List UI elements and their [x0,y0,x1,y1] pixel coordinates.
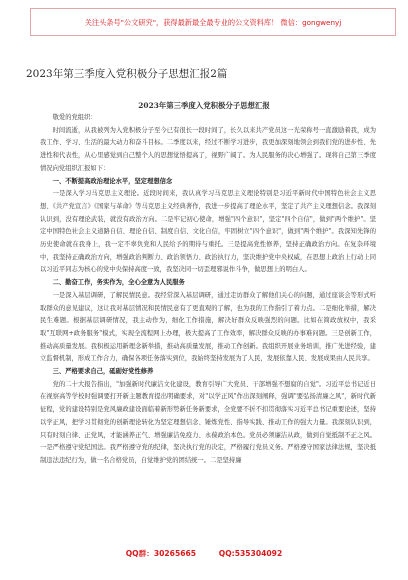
paragraph: 一是深入基层调研，了解民情民意。我经常深入基层调研，通过走访群众了解他们关心的问题，通过座谈会等形式听取群众的意见建议，这让我对基层情况和民情民意有了更直观的了解，也为我的工作指引了着力点。二是细化举措，解决民生难题。根据基层调研情况，我主动作为，细化工作措施，解决好群众反映强烈的问题。比如在简政放权中，我采取"互联网+政务服务"模式，实现全流程网上办理，极大提高了工作效率，解决群众反映的办事难问题。三是创新工作，推动高质量发展。我积极运用新理念新举措，推动高质量发展，推动工作创新。我组织开展业务培训，推广先进经验，建立监督机制，形成工作合力，确保各项任务落实到位，我始终坚持发展为了人民，发展依靠人民、发展成果由人民共享。 [40,291,376,363]
footer-contact [0,548,408,559]
promo-banner [30,8,396,36]
paragraph: 时间流逝，从我被列为入党积极分子至今已有很长一段时间了，长久以来共产党员这一光荣称号一直激励着我，成为我工作、学习、生活的最大动力和奋斗目标。二季度以来，经过不断学习进步，我更加深刻地领会到我们党的进步性、先进性和代表性，从心里感觉到自己整个人的思想觉悟提高了，视野广阔了。为人民服务的决心增强了。现将自己第三季度情况向党组织汇报如下： [40,126,376,172]
salutation: 敬爱的党组织： [52,114,97,121]
document-title: 2023年第三季度入党积极分子思想汇报2篇 [26,68,228,80]
footer-qq-group: QQ群：30265665 [125,549,197,558]
section-heading: 三、严格要求自己，砥砺好党性修养 [52,368,154,376]
section-heading: 二、勤奋工作，务实作为，全心全意为人民服务 [52,279,185,287]
article-body [40,112,376,468]
paragraph: 一是深入学习马克思主义理论。近段时间来，我认真学习马克思主义理论特别是习近平新时代中国特色社会主义思想、《共产党宣言》《国家与革命》等马克思主义经典著作，我进一步提高了理论水平，坚定了共产主义理想信念。我深刻认识到，没有理论武装，就没有政治方向。二是牢记初心使命，增强"四个意识"，坚定"四个自信"，做到"两个维护"。坚定中国特色社会主义道路自信、理论自信、制度自信、文化自信，牢固树立"四个意识"，做到"两个维护"。我深知先锋的历史使命就在我身上，我一定不辜负党和人民给予的期待与重托。三是提高党性修养，坚持正确政治方向。在复杂环境中，我坚持正确政治方向，增强政治判断力、政治领悟力、政治执行力，坚决维护党中央权威，在思想上政治上行动上同以习近平同志为核心的党中央保持高度一致，我坚决同一切歪理邪说作斗争，做思想上的明白人。 [40,190,376,274]
section-heading: 一、不断提高政治理论水平，坚定理想信念 [52,177,173,185]
paragraph: 党的二十大报告指出，"加强新时代廉洁文化建设，教育引导广大党员、干部增强不想腐的自觉"。习近平总书记近日在视察高等学校时强调要打开新主题教育提出明确要求，对"以学正风"作出深刻阐释，强调"要弘扬清廉之风"，新时代新征程，党的建设特别是党风廉政建设面临着新形势新任务新要求，全党要不折不扣贯彻落实习近平总书记重要论述，坚持以学正风，把学习贯彻党的创新理论转化为坚定理想信念、锤炼党性、指导实践、推动工作的强大力量。我深刻认识到，只有时刻自律、正党风，才能涵养正气、增强廉洁免疫力、永葆政治本色。党员必须廉洁从政，做到自觉抵制不正之风。一是严格遵守党纪国法。我严格遵守党的纪律，坚决执行党的决定，严格履行党员义务。严格遵守国家法律法规，坚决抵制违法违纪行为，做一名合格党员，自觉维护党的团结统一。二是坚持廉 [40,380,376,464]
article-title: 2023年第三季度入党积极分子思想汇报 [138,101,270,110]
footer-qq: QQ:535304092 [218,549,283,558]
promo-banner-text: 关注头条号"公文研究"，获得最新最全最专业的公文资料库！ 微信：gongwenyj [84,17,342,27]
